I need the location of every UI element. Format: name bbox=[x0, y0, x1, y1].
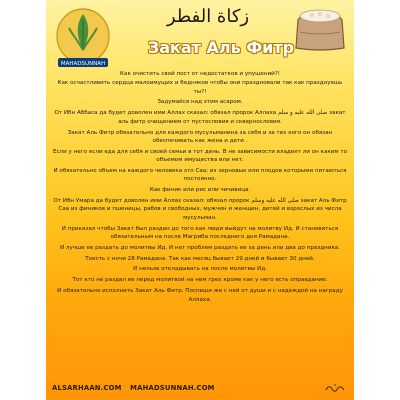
paragraph: Как финик или рис или чичивица. bbox=[149, 187, 251, 194]
paragraph: И приказал чтобы Закат был раздан до того как люди выйдут на молитву Ид. И становиться обязательным на после Магриба последнего дня Рамадана. bbox=[61, 225, 339, 240]
paragraph: От Ибн Аббаса да будет доволен ими Аллах сказал: обязал пророк Аллаха صلى الله عليه و سلم закат аль фитр очищением от пустословия и скверноcловия. bbox=[54, 110, 346, 125]
paragraph: И лучше ее раздать до молитвы Ид. И нет проблем раздать ее за день или два до праздника. bbox=[59, 244, 341, 251]
paragraph: От Ибн Умара да будет доволен ими Аллах сказал: обязал пророк صلى الله عليه وسلم закат Аль Фитр Саа из фиников и пшеницы, рабов и свободных, мужчин и женщин, детей и взрослых из числа мусульман. bbox=[53, 198, 347, 221]
paragraph: Если у него если еда для себя и своей семьи в тот день. В не зависимости владеет ли он каким то объемом имущества или нет. bbox=[52, 148, 348, 164]
footer-link-alsarhaan[interactable]: ALSARHAAN.COM bbox=[52, 384, 122, 392]
paragraph: Тоесть с ночи 28 Рамадана. Так как месяц бывает 29 дней и бывает 30 дней. bbox=[85, 255, 315, 262]
paragraph: Как осчастливить сердца малоимущих и бедняков чтобы они праздновали так как празднуешь ты?! bbox=[57, 80, 343, 95]
paragraph: И обязательно объем на каждого человека это Саа; из зерновых или плодов которыми питаються постоянно. bbox=[53, 167, 347, 183]
paragraph: Закат Аль Фитр обязательно для каждого мусульманина за себя и за тех кого он обязан обеспечивать как жена и дети . bbox=[67, 129, 333, 144]
paragraph: Как очистить свой пост от недостатков и упущений?! bbox=[120, 71, 280, 77]
logo-text: MAHADSUNNAH bbox=[60, 61, 106, 67]
page-title: Закат Аль Фитр bbox=[147, 38, 295, 57]
paragraph: Задумайся над этим асаром. bbox=[157, 99, 243, 106]
mahadsunnah-logo-icon bbox=[54, 6, 112, 72]
body-text bbox=[52, 70, 348, 306]
footer-link-mahadsunnah[interactable]: MAHADSUNNAH.COM bbox=[130, 384, 215, 392]
poster bbox=[46, 0, 354, 400]
paragraph: Тот кто не раздал ее перед молитвой на нем грех кроме как у него есть оправдание. bbox=[72, 277, 328, 284]
grain-bag-icon bbox=[290, 2, 350, 52]
footer-links bbox=[52, 384, 221, 392]
arabic-title: زكاة الفطر bbox=[166, 6, 250, 27]
signature-icon bbox=[324, 382, 346, 394]
paragraph: И нельзе откладывать на после молитвы Ид. bbox=[133, 266, 267, 273]
paragraph: И обязательно исполнить Закат Аль Фитр. Поспеши же с ней от души и с надеждой на награду Аллаха. bbox=[57, 288, 343, 303]
